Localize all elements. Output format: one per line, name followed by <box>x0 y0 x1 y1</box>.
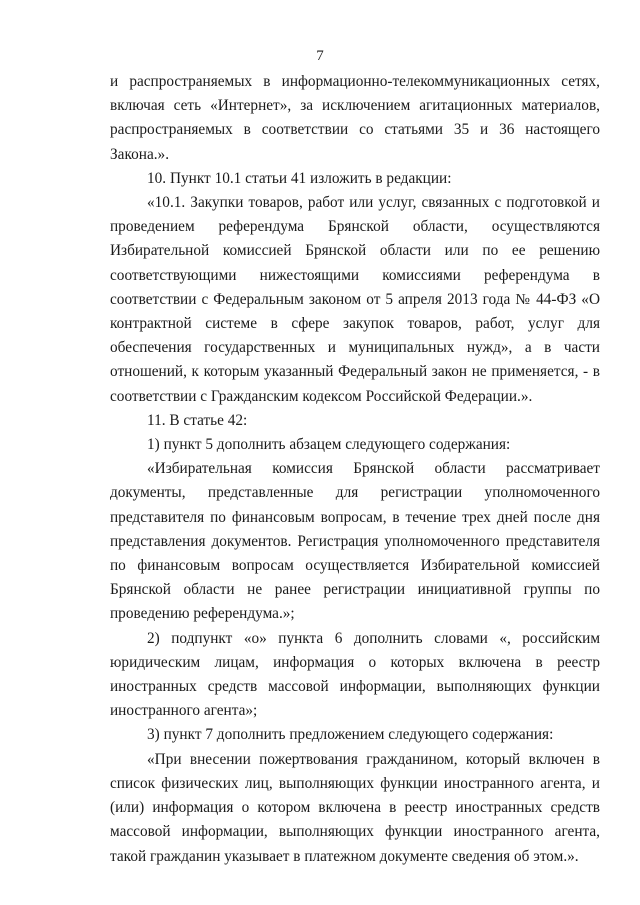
document-body <box>110 70 600 869</box>
paragraph-item-1: 1) пункт 5 дополнить абзацем следующего содержания: <box>147 436 511 454</box>
paragraph-item-1-text: «Избирательная комиссия Брянской области рассматривает документы, представленные для регистрации уполномоченного представителя по финансовым вопросам, в течение трех дней после дня представления документов. Регистрация уполномоченного представителя по финансовым вопросам осуществляется Избирательной комиссией Брянской области не ранее регистрации инициативной группы по проведению референдума.»; <box>110 460 600 623</box>
page-number: 7 <box>316 48 324 64</box>
paragraph-item-2: 2) подпункт «о» пункта 6 дополнить словами «, российским юридическим лицам, информация о которых включена в реестр иностранных средств массовой информации, выполняющих функции иностранного агента»; <box>110 629 600 720</box>
paragraph-amendment-10: 10. Пункт 10.1 статьи 41 изложить в редакции: <box>147 169 452 187</box>
paragraph-amendment-11: 11. В статье 42: <box>147 411 248 429</box>
paragraph-clause-10-1: «10.1. Закупки товаров, работ или услуг, связанных с подготовкой и проведением референдума Брянской области, осуществляются Избирательной комиссией Брянской области или по ее решению соответствующими нижестоящими комиссиями референдума в соответствии с Федеральным законом от 5 апреля 2013 года № 44-ФЗ «О контрактной системе в сфере закупок товаров, работ, услуг для обеспечения государственных и муниципальных нужд», а в части отношений, к которым указанный Федеральный закон не применяется, - в соответствии с Гражданским кодексом Российской Федерации.». <box>110 194 600 405</box>
paragraph-continuation: и распространяемых в информационно-телекоммуникационных сетях, включая сеть «Интернет», за исключением агитационных материалов, распространяемых в соответствии со статьями 35 и 36 настоящего Закона.». <box>110 73 600 163</box>
paragraph-item-3-text: «При внесении пожертвования гражданином, который включен в список физических лиц, выполняющих функции иностранного агента, и (или) информация о котором включена в реестр иностранных средств массовой информации, выполняющих функции иностранного агента, такой гражданин указывает в платежном документе сведения об этом.». <box>110 750 600 865</box>
paragraph-item-3: 3) пункт 7 дополнить предложением следующего содержания: <box>147 726 554 744</box>
